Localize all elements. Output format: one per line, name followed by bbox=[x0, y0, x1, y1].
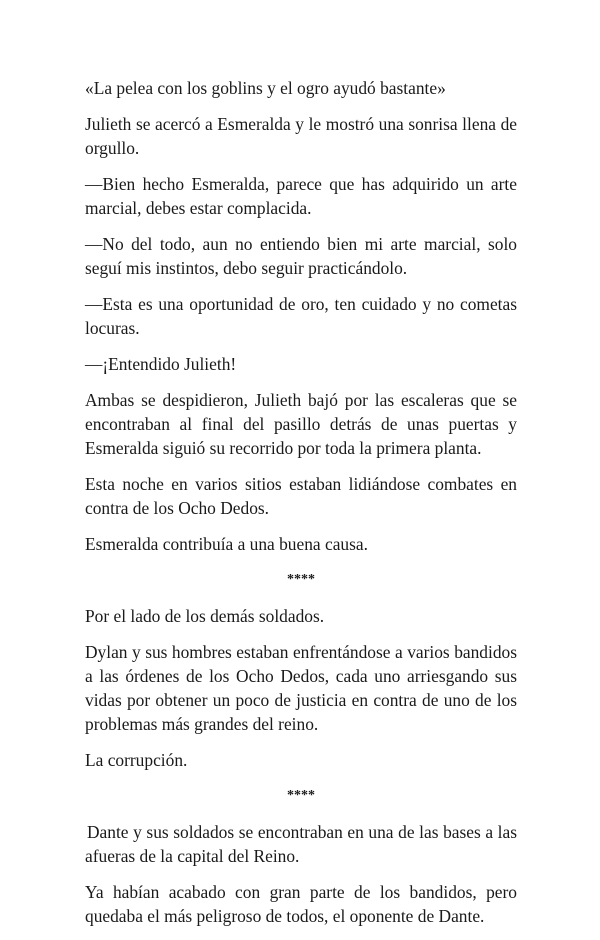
page-text bbox=[85, 76, 517, 940]
dialogue-line-1: —Bien hecho Esmeralda, parece que has adquirido un arte marcial, debes estar complacida. bbox=[85, 174, 517, 218]
paragraph-6: Por el lado de los demás soldados. bbox=[85, 606, 325, 626]
paragraph-2: Julieth se acercó a Esmeralda y le mostró una sonrisa llena de orgullo. bbox=[85, 114, 517, 158]
paragraph-3: Ambas se despidieron, Julieth bajó por las escaleras que se encontraban al final del pasillo detrás de unas puertas y Esmeralda siguió su recorrido por toda la primera planta. bbox=[85, 390, 517, 458]
paragraph-10: Ya habían acabado con gran parte de los bandidos, pero quedaba el más peligroso de todos, el oponente de Dante. bbox=[85, 882, 517, 926]
scene-separator-1: **** bbox=[287, 572, 315, 587]
paragraph-1: «La pelea con los goblins y el ogro ayudó bastante» bbox=[85, 78, 446, 98]
paragraph-7: Dylan y sus hombres estaban enfrentándose a varios bandidos a las órdenes de los Ocho Dedos, cada uno arriesgando sus vidas por obtener un poco de justicia en contra de uno de los problemas más grandes del reino. bbox=[85, 642, 517, 734]
paragraph-8: La corrupción. bbox=[85, 750, 188, 770]
paragraph-4: Esta noche en varios sitios estaban lidiándose combates en contra de los Ocho Dedos. bbox=[85, 474, 517, 518]
dialogue-line-4: —¡Entendido Julieth! bbox=[85, 354, 237, 374]
dialogue-line-2: —No del todo, aun no entiendo bien mi arte marcial, solo seguí mis instintos, debo seguir practicándolo. bbox=[85, 234, 517, 278]
scene-separator-2: **** bbox=[287, 788, 315, 803]
paragraph-9: Dante y sus soldados se encontraban en una de las bases a las afueras de la capital del Reino. bbox=[85, 822, 517, 866]
dialogue-line-3: —Esta es una oportunidad de oro, ten cuidado y no cometas locuras. bbox=[85, 294, 517, 338]
paragraph-5: Esmeralda contribuía a una buena causa. bbox=[85, 534, 368, 554]
